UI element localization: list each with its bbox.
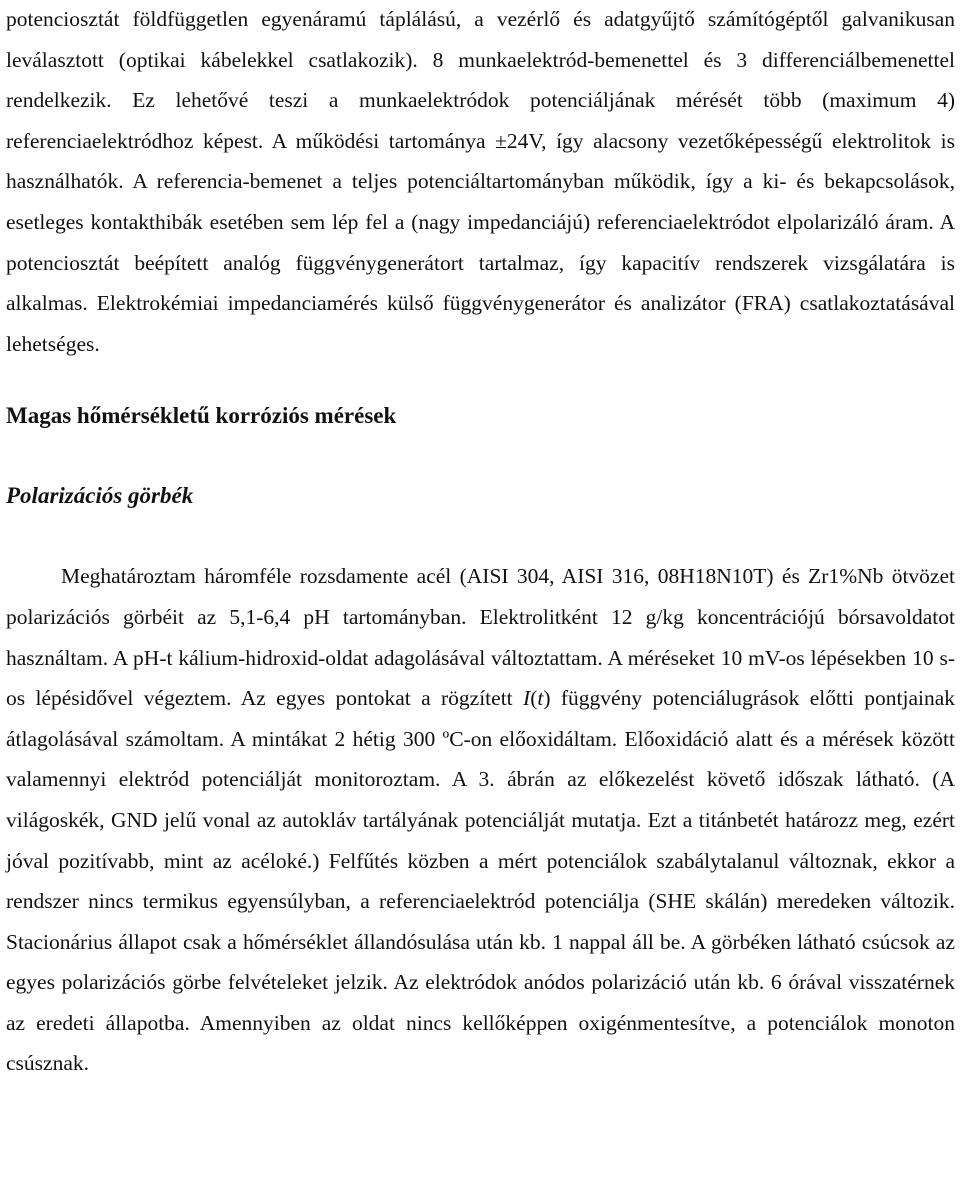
document-page: [6, 0, 955, 1084]
body-text-part-1: Meghatároztam háromféle rozsdamente acél (AISI 304, AISI 316, 08H18N10T) és Zr1%Nb ötvözet polarizációs görbéit az 5,1-6,4 pH tartományban. Elektrolitként 12 g/kg koncentrációjú bórsavoldatot használtam. A pH-t kálium-hidroxid-oldat adagolásával változtattam. A méréseket 10 mV-os lépésekben 10 s-os lépésidővel végeztem. Az egyes pontokat a rögzített: [6, 564, 955, 711]
section-heading: Magas hőmérsékletű korróziós mérések: [6, 403, 397, 429]
italic-variable-t: t: [537, 686, 544, 711]
intro-paragraph: potenciosztát földfüggetlen egyenáramú táplálású, a vezérlő és adatgyűjtő számítógéptől galvanikusan leválasztott (optikai kábelekkel csatlakozik). 8 munkaelektród-bemenettel és 3 differenciálbemenettel rendelkezik. Ez lehetővé teszi a munkaelektródok potenciáljának mérését több (maximum 4) referenciaelektródhoz képest. A működési tartománya ±24V, így alacsony vezetőképességű elektrolitok is használhatók. A referencia-bemenet a teljes potenciáltartományban működik, így a ki- és bekapcsolások, esetleges kontakthibák esetében sem lép fel a (nagy impedanciájú) referenciaelektródot elpolarizáló áram. A potenciosztát beépített analóg függvénygenerátort tartalmaz, így kapacitív rendszerek vizsgálatára is alkalmas. Elektrokémiai impedanciamérés külső függvénygenerátor és analizátor (FRA) csatlakoztatásával lehetséges.: [6, 7, 955, 356]
subsection-heading: Polarizációs görbék: [6, 483, 194, 509]
body-text-part-2: ) függvény potenciálugrások előtti pontjainak átlagolásával számoltam. A mintákat 2 hétig 300 ºC-on előoxidáltam. Előoxidáció alatt és a mérések között valamennyi elektród potenciálját monitoroztam. A 3. ábrán az előkezelést követő időszak látható. (A világoskék, GND jelű vonal az autokláv tartályának potenciálját mutatja. Ezt a titánbetét határozz meg, ezért jóval pozitívabb, mint az acéloké.) Felfűtés közben a mért potenciálok szabálytalanul változnak, ekkor a rendszer nincs termikus egyensúlyban, a referenciaelektród potenciálja (SHE skálán) meredeken változik. Stacionárius állapot csak a hőmérséklet állandósulása után kb. 1 nappal áll be. A görbéken látható csúcsok az egyes polarizációs görbe felvételeket jelzik. Az elektródok anódos polarizáció után kb. 6 órával visszatérnek az eredeti állapotba. Amennyiben az oldat nincs kellőképpen oxigénmentesítve, a potenciálok monoton csúsznak.: [6, 686, 956, 1076]
body-paragraph: [6, 556, 955, 1084]
paren-open: (: [530, 686, 538, 711]
italic-variable-I: I: [523, 686, 531, 711]
